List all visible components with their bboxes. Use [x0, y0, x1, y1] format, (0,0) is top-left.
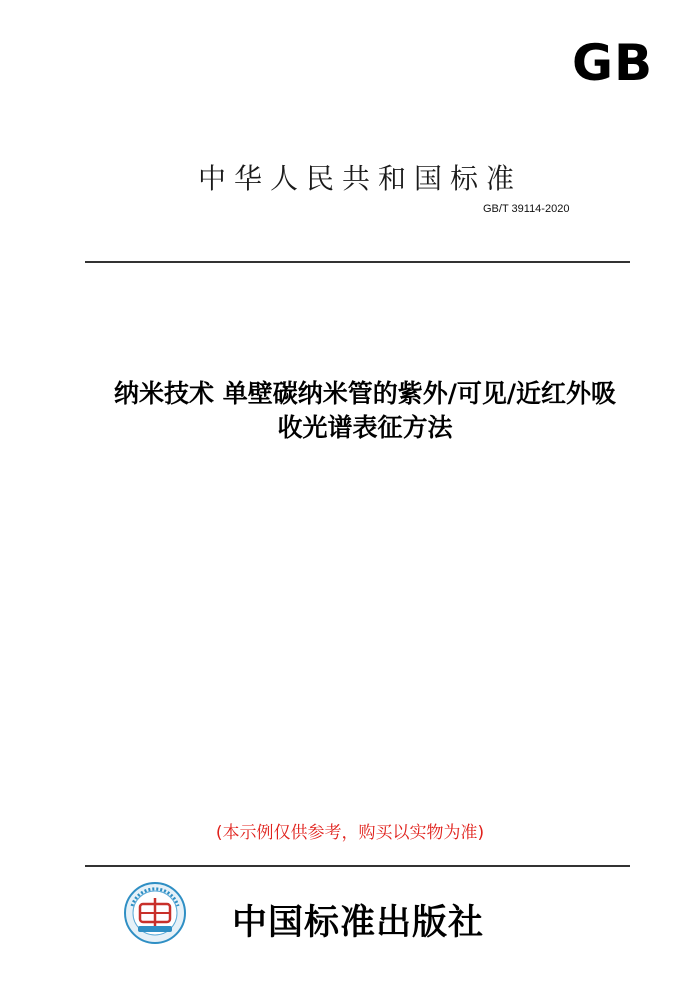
publisher-seal-icon	[124, 882, 186, 944]
document-title-line-2: 收光谱表征方法	[277, 413, 453, 442]
document-title	[55, 377, 675, 445]
bottom-divider	[85, 865, 630, 867]
standard-category-title: 中华人民共和国标准	[198, 162, 523, 195]
standard-number: GB/T 39114-2020	[483, 203, 570, 215]
top-divider	[85, 261, 630, 263]
document-title-line-1: 纳米技术 单壁碳纳米管的紫外/可见/近红外吸	[114, 379, 616, 408]
gb-logo: GB	[572, 34, 654, 92]
sample-notice: (本示例仅供参考，购买以实物为准)	[215, 823, 485, 843]
publisher-name: 中国标准出版社	[232, 902, 485, 943]
